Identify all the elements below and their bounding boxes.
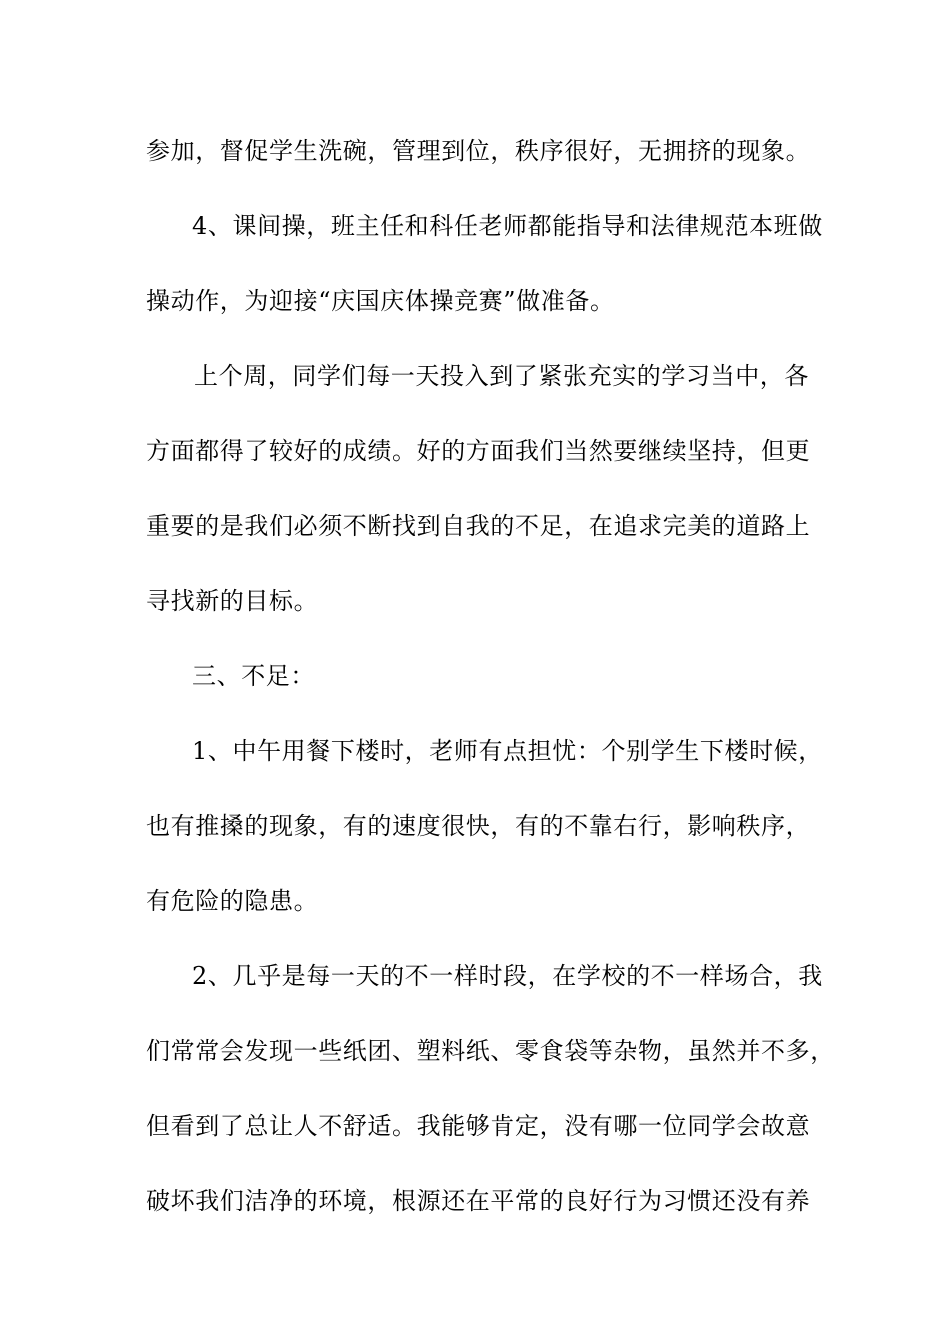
- paragraph-line: 操动作，为迎接“庆国庆体操竞赛”做准备。: [146, 287, 615, 315]
- paragraph-line: 4、课间操，班主任和科任老师都能指导和法律规范本班做: [192, 212, 823, 240]
- section-heading: 三、不足：: [192, 662, 315, 690]
- paragraph-line: 方面都得了较好的成绩。好的方面我们当然要继续坚持，但更: [146, 437, 811, 465]
- paragraph-line: 破坏我们洁净的环境，根源还在平常的良好行为习惯还没有养: [146, 1187, 811, 1215]
- paragraph-line: 重要的是我们必须不断找到自我的不足，在追求完美的道路上: [146, 512, 811, 540]
- paragraph-line: 参加，督促学生洗碗，管理到位，秩序很好，无拥挤的现象。: [146, 137, 811, 165]
- paragraph-line: 2、几乎是每一天的不一样时段，在学校的不一样场合，我: [192, 962, 823, 990]
- paragraph-line: 1、中午用餐下楼时，老师有点担忧：个别学生下楼时候，: [192, 737, 823, 765]
- paragraph-line: 们常常会发现一些纸团、塑料纸、零食袋等杂物，虽然并不多，: [146, 1037, 835, 1065]
- paragraph-line: 也有推搡的现象，有的速度很快，有的不靠右行，影响秩序，: [146, 812, 811, 840]
- paragraph-line: 有危险的隐患。: [146, 887, 319, 915]
- paragraph-line: 但看到了总让人不舒适。我能够肯定，没有哪一位同学会故意: [146, 1112, 811, 1140]
- paragraph-line: 寻找新的目标。: [146, 587, 319, 615]
- paragraph-line: 上个周，同学们每一天投入到了紧张充实的学习当中，各: [194, 362, 809, 390]
